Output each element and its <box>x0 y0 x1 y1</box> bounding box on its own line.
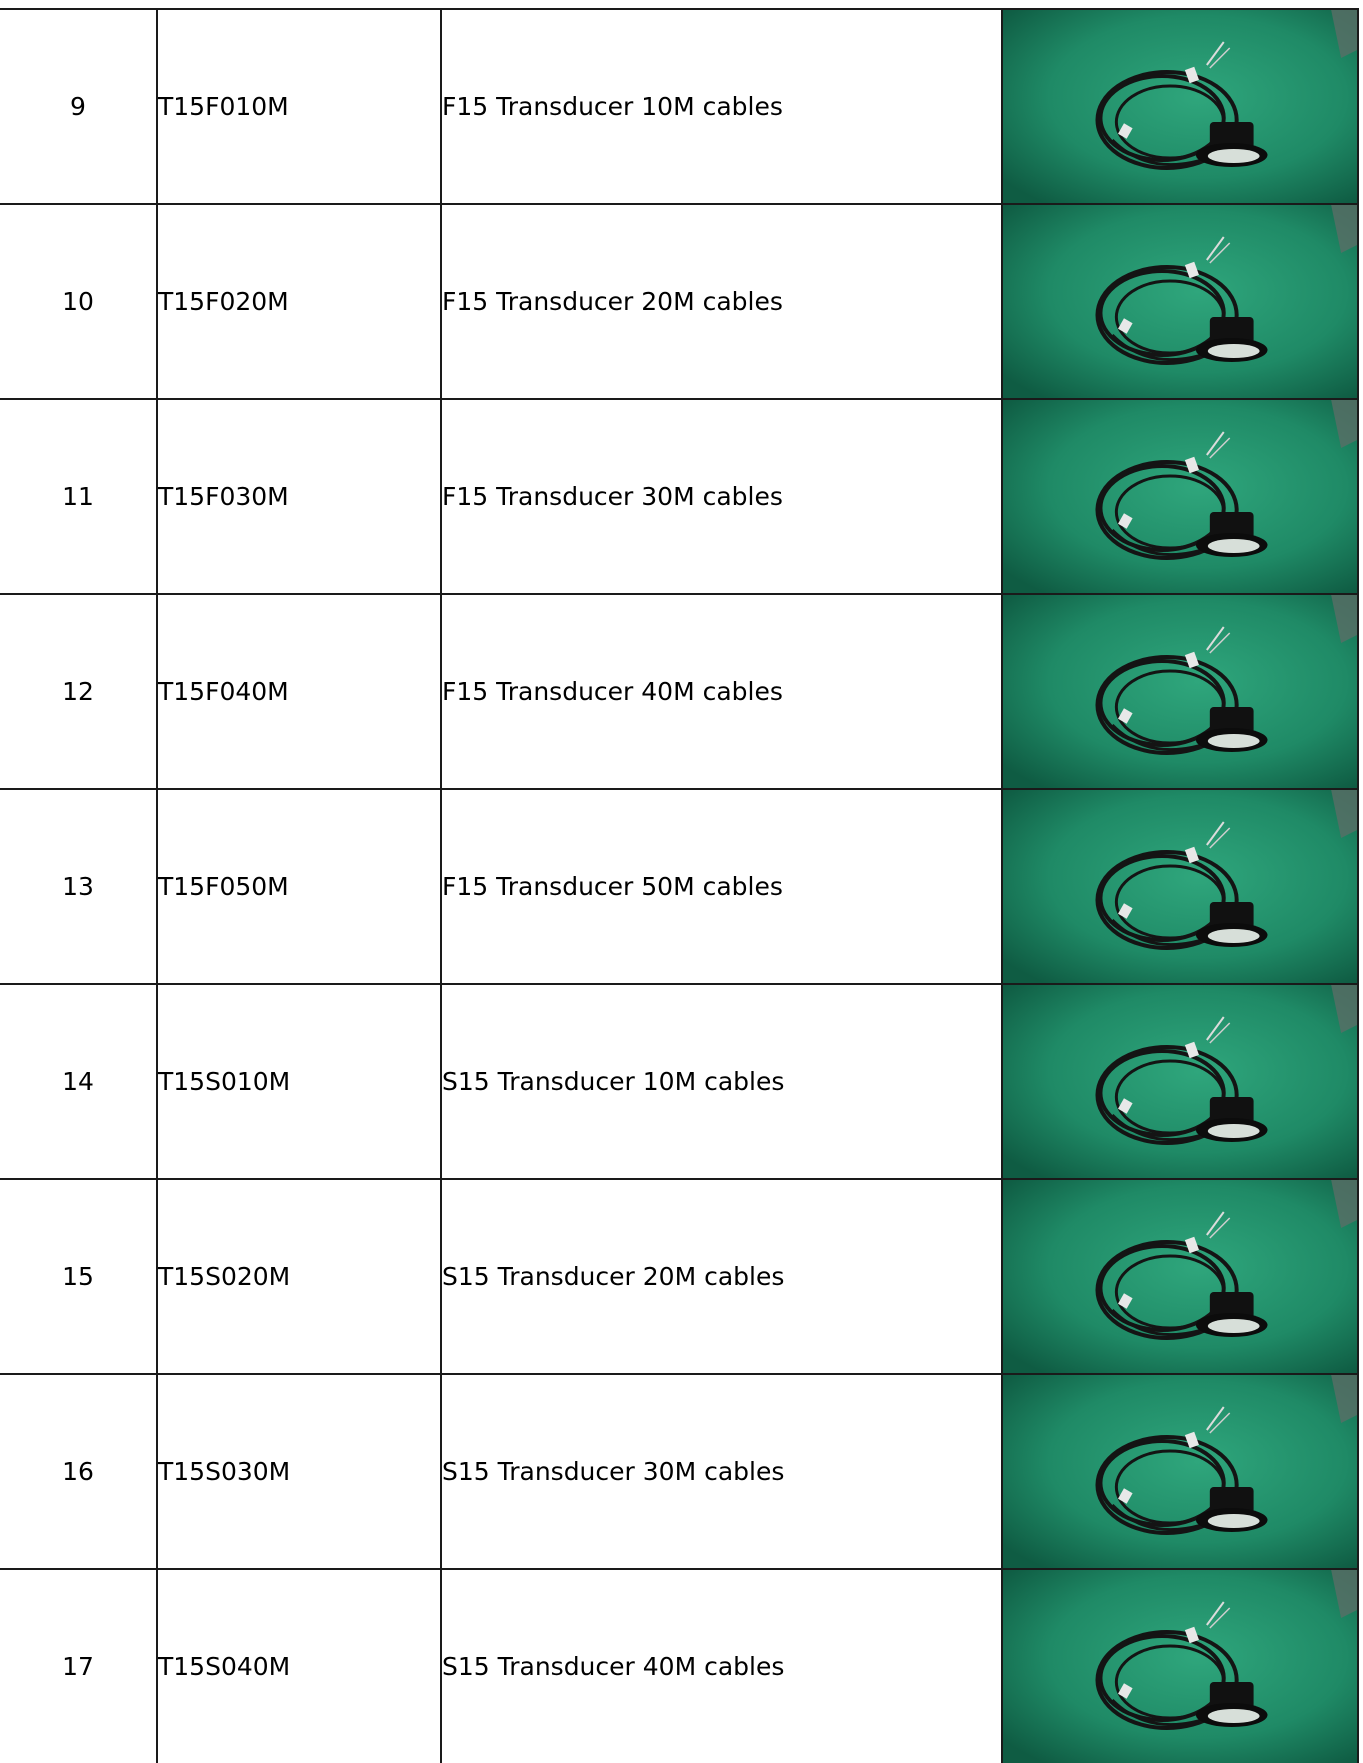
table-row <box>0 9 1358 204</box>
transducer-cable-photo <box>1003 1375 1357 1568</box>
part-number-cell: T15F040M <box>157 594 441 789</box>
parts-sheet <box>0 8 1363 1763</box>
item-number-cell: 13 <box>0 789 157 984</box>
description-cell: F15 Transducer 10M cables <box>441 9 1002 204</box>
description-cell: F15 Transducer 20M cables <box>441 204 1002 399</box>
item-number-cell: 16 <box>0 1374 157 1569</box>
description-cell: F15 Transducer 40M cables <box>441 594 1002 789</box>
item-number-cell: 11 <box>0 399 157 594</box>
table-row <box>0 399 1358 594</box>
part-number-cell: T15S040M <box>157 1569 441 1763</box>
table-row <box>0 594 1358 789</box>
part-number-cell: T15F050M <box>157 789 441 984</box>
table-row <box>0 1179 1358 1374</box>
part-number-cell: T15S010M <box>157 984 441 1179</box>
table-row <box>0 789 1358 984</box>
part-number-cell: T15F020M <box>157 204 441 399</box>
product-photo-cell <box>1002 789 1358 984</box>
product-photo-cell <box>1002 9 1358 204</box>
transducer-cable-photo <box>1003 595 1357 788</box>
description-cell: S15 Transducer 30M cables <box>441 1374 1002 1569</box>
transducer-cable-photo <box>1003 400 1357 593</box>
part-number-cell: T15F010M <box>157 9 441 204</box>
part-number-cell: T15F030M <box>157 399 441 594</box>
description-cell: S15 Transducer 10M cables <box>441 984 1002 1179</box>
product-photo-cell <box>1002 399 1358 594</box>
transducer-cable-photo <box>1003 205 1357 398</box>
parts-table <box>0 8 1359 1763</box>
table-row <box>0 1374 1358 1569</box>
item-number-cell: 17 <box>0 1569 157 1763</box>
parts-table-body <box>0 9 1358 1763</box>
product-photo-cell <box>1002 1374 1358 1569</box>
product-photo-cell <box>1002 1179 1358 1374</box>
transducer-cable-photo <box>1003 10 1357 203</box>
table-row <box>0 204 1358 399</box>
product-photo-cell <box>1002 984 1358 1179</box>
product-photo-cell <box>1002 204 1358 399</box>
item-number-cell: 9 <box>0 9 157 204</box>
item-number-cell: 10 <box>0 204 157 399</box>
product-photo-cell <box>1002 1569 1358 1763</box>
item-number-cell: 14 <box>0 984 157 1179</box>
item-number-cell: 12 <box>0 594 157 789</box>
description-cell: S15 Transducer 20M cables <box>441 1179 1002 1374</box>
transducer-cable-photo <box>1003 1570 1357 1763</box>
item-number-cell: 15 <box>0 1179 157 1374</box>
description-cell: F15 Transducer 50M cables <box>441 789 1002 984</box>
description-cell: S15 Transducer 40M cables <box>441 1569 1002 1763</box>
part-number-cell: T15S030M <box>157 1374 441 1569</box>
product-photo-cell <box>1002 594 1358 789</box>
table-row <box>0 1569 1358 1763</box>
transducer-cable-photo <box>1003 790 1357 983</box>
transducer-cable-photo <box>1003 985 1357 1178</box>
table-row <box>0 984 1358 1179</box>
part-number-cell: T15S020M <box>157 1179 441 1374</box>
transducer-cable-photo <box>1003 1180 1357 1373</box>
description-cell: F15 Transducer 30M cables <box>441 399 1002 594</box>
